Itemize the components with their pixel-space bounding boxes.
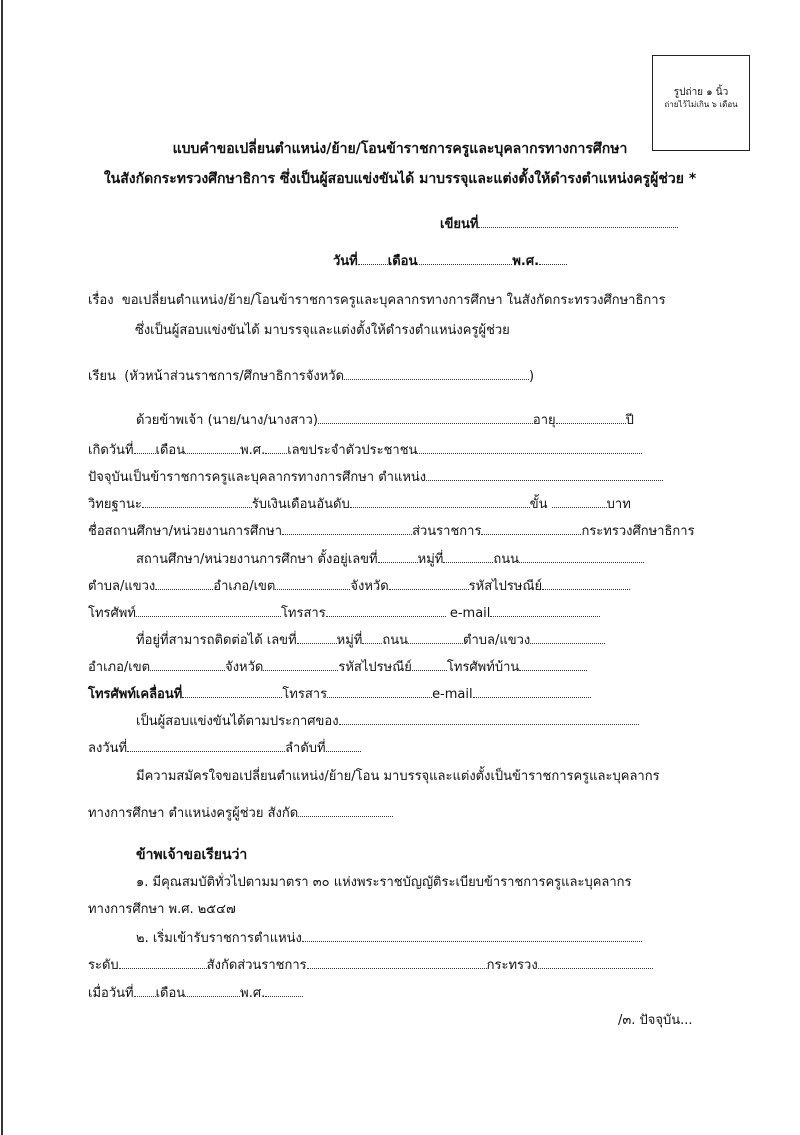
home-phone-label: โทรศัพท์บ้าน: [446, 660, 520, 675]
contact-email-field[interactable]: [473, 685, 591, 698]
continued-marker: /๓. ปัจจุบัน...: [618, 1013, 693, 1028]
school-row: [88, 522, 695, 541]
ministry-label: กระทรวงศึกษาธิการ: [581, 524, 695, 539]
declaration-item1-line1: ๑. มีคุณสมบัติทั่วไปตามมาตรา ๓๐ แห่งพระราชบัญญัติระเบียบข้าราชการครูและบุคลากร: [136, 875, 632, 890]
mobile-phone-field[interactable]: [182, 685, 282, 698]
first-ministry-field[interactable]: [538, 956, 653, 969]
contact-district-field[interactable]: [150, 658, 225, 671]
school-address-row3: [88, 604, 600, 623]
contact-district-label: อำเภอ/เขต: [88, 660, 151, 675]
contact-province-label: จังหวัด: [225, 660, 264, 675]
age-field[interactable]: [556, 411, 626, 424]
form-title-line2: ในสังกัดกระทรวงศึกษาธิการ ซึ่งเป็นผู้สอบแข่งขันได้ มาบรรจุและแต่งตั้งให้ดำรงตำแหน่งครูผู้ช่วย *: [103, 171, 697, 187]
birth-month-field[interactable]: [185, 441, 240, 454]
school-address-label: สถานศึกษา/หน่วยงานการศึกษา ตั้งอยู่เลขที่: [136, 552, 378, 567]
school-name-field[interactable]: [282, 522, 412, 535]
birth-month-label: เดือน: [155, 443, 186, 458]
contact-address-row3: [88, 685, 591, 704]
citizen-id-label: เลขประจำตัวประชาชน: [287, 443, 418, 458]
academic-standing-label: วิทยฐานะ: [88, 497, 142, 512]
contact-road-field[interactable]: [408, 631, 463, 644]
date-day-label: วันที่: [333, 254, 358, 269]
exam-announcement-label: เป็นผู้สอบแข่งขันได้ตามประกาศของ: [136, 714, 339, 729]
subject-text-line1: ขอเปลี่ยนตำแหน่ง/ย้าย/โอนข้าราชการครูและบุคลากรทางการศึกษา ในสังกัดกระทรวงศึกษาธิการ: [121, 293, 666, 308]
school-name-label: ชื่อสถานศึกษา/หน่วยงานการศึกษา: [88, 524, 283, 539]
exam-date-label: ลงวันที่: [88, 741, 128, 756]
first-ministry-label: กระทรวง: [486, 958, 538, 973]
mobile-phone-label: โทรศัพท์เคลื่อนที่: [88, 687, 183, 702]
contact-address-label: ที่อยู่ที่สามารถติดต่อได้ เลขที่: [136, 633, 297, 648]
contact-province-field[interactable]: [263, 658, 338, 671]
school-address-row2: [88, 577, 630, 596]
birth-day-field[interactable]: [134, 441, 156, 454]
subject-text-line2: ซึ่งเป็นผู้สอบแข่งขันได้ มาบรรจุและแต่งตั้งให้ดำรงตำแหน่งครูผู้ช่วย: [135, 323, 510, 338]
date-month-field[interactable]: [417, 252, 512, 265]
agency-label: ส่วนราชการ: [412, 524, 482, 539]
date-day-field[interactable]: [358, 252, 388, 265]
contact-subdistrict-label: ตำบล/แขวง: [463, 633, 531, 648]
first-agency-label: สังกัดส่วนราชการ: [206, 958, 307, 973]
intent-row2: [88, 804, 393, 823]
age-label: อายุ: [532, 413, 556, 428]
written-at-row: [440, 215, 678, 234]
contact-road-label: ถนน: [382, 633, 409, 648]
contact-fax-field[interactable]: [327, 685, 432, 698]
school-phone-label: โทรศัพท์: [88, 606, 136, 621]
salary-grade-field[interactable]: [350, 495, 530, 508]
salary-grade-label: รับเงินเดือนอันดับ: [251, 497, 350, 512]
baht-label: บาท: [606, 497, 631, 512]
addressee-close-paren: ): [529, 369, 535, 384]
birth-row: [88, 441, 642, 460]
school-moo-field[interactable]: [443, 550, 493, 563]
date-row: [333, 252, 567, 271]
contact-house-no-field[interactable]: [297, 631, 337, 644]
birth-year-label: พ.ศ.: [240, 443, 266, 458]
exam-rank-label: ลำดับที่: [285, 741, 326, 756]
school-subdistrict-label: ตำบล/แขวง: [88, 579, 156, 594]
exam-rank-field[interactable]: [326, 739, 361, 752]
school-province-field[interactable]: [389, 577, 469, 590]
school-fax-label: โทรสาร: [280, 606, 326, 621]
exam-date-row: [88, 739, 361, 758]
salary-row: [88, 495, 631, 514]
birth-year-field[interactable]: [265, 441, 287, 454]
salary-step-label: ขั้น: [529, 497, 548, 512]
addressee-row: [88, 367, 534, 386]
since-month-label: เดือน: [155, 986, 186, 1001]
exam-date-field[interactable]: [127, 739, 285, 752]
date-year-label: พ.ศ.: [512, 254, 540, 269]
declaration-heading: ข้าพเจ้าขอเรียนว่า: [136, 847, 248, 863]
school-moo-label: หมู่ที่: [417, 552, 444, 567]
level-field[interactable]: [119, 956, 207, 969]
school-address-row1: [136, 550, 644, 569]
level-label: ระดับ: [88, 958, 119, 973]
school-postcode-label: รหัสไปรษณีย์: [468, 579, 543, 594]
addressee-text: (หัวหน้าส่วนราชการ/ศึกษาธิการจังหวัด: [124, 369, 345, 384]
form-title-line1: แบบคำขอเปลี่ยนตำแหน่ง/ย้าย/โอนข้าราชการครูและบุคลากรทางการศึกษา: [172, 141, 628, 157]
school-road-field[interactable]: [519, 550, 644, 563]
school-district-field[interactable]: [275, 577, 350, 590]
contact-moo-field[interactable]: [362, 631, 382, 644]
contact-address-row1: [136, 631, 605, 650]
school-district-label: อำเภอ/เขต: [213, 579, 276, 594]
first-position-field[interactable]: [302, 929, 642, 942]
photo-box-age: ถ่ายไว้ไม่เกิน ๖ เดือน: [664, 100, 738, 109]
exam-announcement-field[interactable]: [339, 712, 639, 725]
contact-postcode-field[interactable]: [412, 658, 447, 671]
since-month-field[interactable]: [185, 984, 240, 997]
citizen-id-field[interactable]: [417, 441, 642, 454]
level-row: [88, 956, 653, 975]
intent-line2: ทางการศึกษา ตำแหน่งครูผู้ช่วย สังกัด: [88, 806, 299, 821]
name-row: [136, 411, 634, 430]
declaration-item1-line2: ทางการศึกษา พ.ศ. ๒๕๔๗: [88, 902, 236, 917]
since-row: [88, 984, 303, 1003]
date-year-field[interactable]: [539, 252, 567, 265]
item2-row: [136, 929, 642, 948]
written-at-label: เขียนที่: [440, 217, 479, 232]
photo-box-size: รูปถ่าย ๑ นิ้ว: [673, 87, 729, 98]
province-field[interactable]: [344, 367, 529, 380]
school-province-label: จังหวัด: [350, 579, 389, 594]
school-email-field[interactable]: [490, 604, 600, 617]
since-day-field[interactable]: [134, 984, 156, 997]
contact-subdistrict-field[interactable]: [530, 631, 605, 644]
contact-postcode-label: รหัสไปรษณีย์: [338, 660, 412, 675]
current-position-field[interactable]: [426, 468, 663, 481]
written-at-field[interactable]: [478, 215, 678, 228]
exam-row: [136, 712, 639, 731]
current-position-row: [88, 468, 663, 487]
school-subdistrict-field[interactable]: [155, 577, 213, 590]
school-phone-field[interactable]: [136, 604, 281, 617]
contact-moo-label: หมู่ที่: [336, 633, 363, 648]
school-house-no-field[interactable]: [378, 550, 418, 563]
birth-day-label: เกิดวันที่: [88, 443, 134, 458]
name-field[interactable]: [318, 411, 533, 424]
subject-label: เรื่อง: [88, 293, 114, 308]
contact-fax-label: โทรสาร: [282, 687, 328, 702]
item2-label: ๒. เริ่มเข้ารับราชการตำแหน่ง: [136, 931, 302, 946]
age-unit: ปี: [625, 413, 634, 428]
contact-email-label: e-mail: [432, 687, 473, 702]
photo-placeholder-box: [652, 55, 750, 151]
school-fax-field[interactable]: [326, 604, 446, 617]
subject-row: [88, 292, 666, 310]
since-day-label: เมื่อวันที่: [88, 986, 134, 1001]
current-position-label: ปัจจุบันเป็นข้าราชการครูและบุคลากรทางการศึกษา ตำแหน่ง: [88, 470, 427, 485]
salary-amount-field[interactable]: [552, 495, 607, 508]
since-year-label: พ.ศ.: [240, 986, 266, 1001]
since-year-field[interactable]: [265, 984, 303, 997]
name-label: ด้วยข้าพเจ้า (นาย/นาง/นางสาว): [136, 413, 318, 428]
academic-standing-field[interactable]: [142, 495, 252, 508]
agency-field[interactable]: [481, 522, 581, 535]
home-phone-field[interactable]: [519, 658, 587, 671]
school-email-label: e-mail: [449, 606, 491, 621]
addressee-label: เรียน: [88, 369, 116, 384]
affiliation-field[interactable]: [298, 804, 393, 817]
intent-line1: มีความสมัครใจขอเปลี่ยนตำแหน่ง/ย้าย/โอน มาบรรจุและแต่งตั้งเป็นข้าราชการครูและบุคลากร: [136, 769, 660, 784]
date-month-label: เดือน: [387, 254, 418, 269]
contact-address-row2: [88, 658, 587, 677]
school-road-label: ถนน: [493, 552, 520, 567]
first-agency-field[interactable]: [307, 956, 487, 969]
school-postcode-field[interactable]: [542, 577, 630, 590]
